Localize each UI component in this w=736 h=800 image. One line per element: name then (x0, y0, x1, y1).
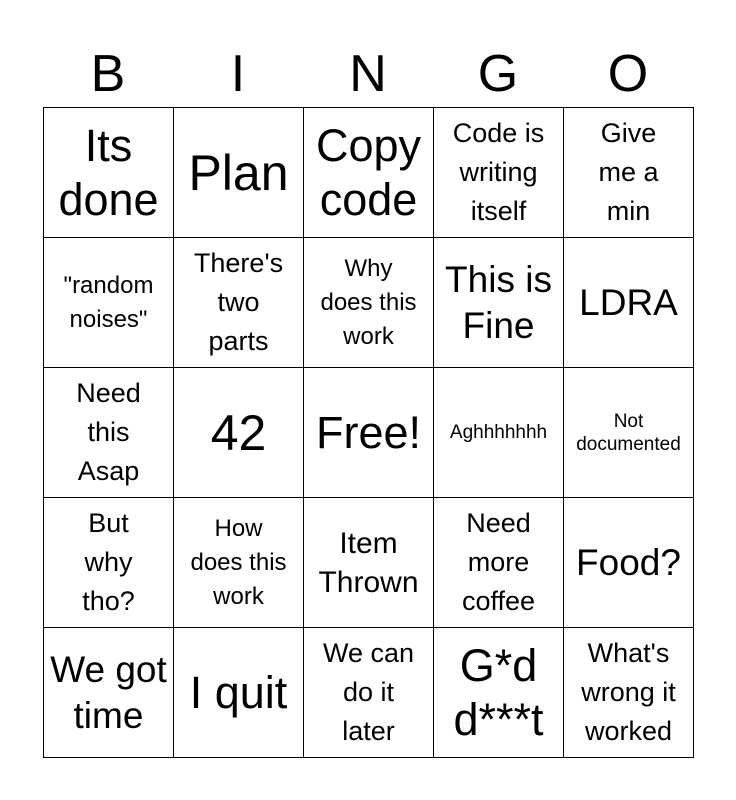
cell-text: We got time (50, 648, 167, 736)
cell-text: Code is writing itself (452, 118, 545, 226)
bingo-cell[interactable] (564, 628, 694, 758)
cell-text: We can do it later (322, 638, 415, 746)
bingo-cell[interactable] (174, 108, 304, 238)
cell-text: Give me a min (598, 118, 659, 226)
header-letter-b: B (90, 45, 126, 103)
bingo-cell[interactable] (564, 498, 694, 628)
cell-text: Free! (315, 406, 422, 458)
bingo-cell[interactable] (564, 368, 694, 498)
cell-text: There's two parts (193, 248, 284, 356)
cell-text: Aghhhhhhh (449, 422, 548, 443)
cell-text: Why does this work (320, 254, 417, 350)
bingo-cell[interactable] (434, 498, 564, 628)
cell-text: Item Thrown (318, 526, 419, 599)
cell-text: 42 (210, 404, 267, 461)
bingo-cell[interactable] (44, 368, 174, 498)
cell-text: Food? (576, 541, 681, 583)
cell-text: "random noises" (63, 271, 154, 333)
bingo-cell[interactable] (434, 628, 564, 758)
bingo-cell[interactable] (174, 498, 304, 628)
bingo-header (43, 42, 693, 106)
cell-text: Need more coffee (461, 508, 536, 616)
cell-text: Its done (58, 119, 159, 225)
bingo-cell[interactable] (44, 108, 174, 238)
bingo-cell[interactable] (304, 108, 434, 238)
cell-text: Copy code (315, 119, 422, 225)
cell-text: LDRA (579, 281, 678, 323)
header-letter-o: O (607, 45, 649, 103)
bingo-cell[interactable] (44, 498, 174, 628)
bingo-cell[interactable] (174, 368, 304, 498)
bingo-cell[interactable] (44, 238, 174, 368)
header-letter-i: I (230, 45, 246, 103)
cell-text: How does this work (190, 514, 287, 610)
cell-text: What's wrong it worked (581, 638, 676, 746)
bingo-cell[interactable] (304, 628, 434, 758)
cell-text: G*d d***t (453, 639, 544, 745)
cell-text: But why tho? (82, 508, 135, 616)
cell-text: I quit (189, 666, 288, 718)
bingo-cell[interactable] (564, 108, 694, 238)
bingo-cell[interactable] (174, 628, 304, 758)
bingo-cell[interactable] (304, 238, 434, 368)
bingo-board (43, 107, 694, 758)
cell-text: This is Fine (445, 258, 552, 346)
cell-text: Need this Asap (76, 378, 141, 486)
bingo-cell[interactable] (174, 238, 304, 368)
bingo-cell[interactable] (434, 368, 564, 498)
cell-text: Plan (188, 144, 289, 201)
bingo-cell[interactable] (434, 108, 564, 238)
bingo-cell[interactable] (304, 368, 434, 498)
bingo-cell[interactable] (304, 498, 434, 628)
cell-text: Not documented (576, 410, 681, 455)
bingo-cell[interactable] (44, 628, 174, 758)
bingo-cell[interactable] (434, 238, 564, 368)
bingo-cell[interactable] (564, 238, 694, 368)
header-letter-n: N (349, 45, 387, 103)
header-letter-g: G (477, 45, 519, 103)
